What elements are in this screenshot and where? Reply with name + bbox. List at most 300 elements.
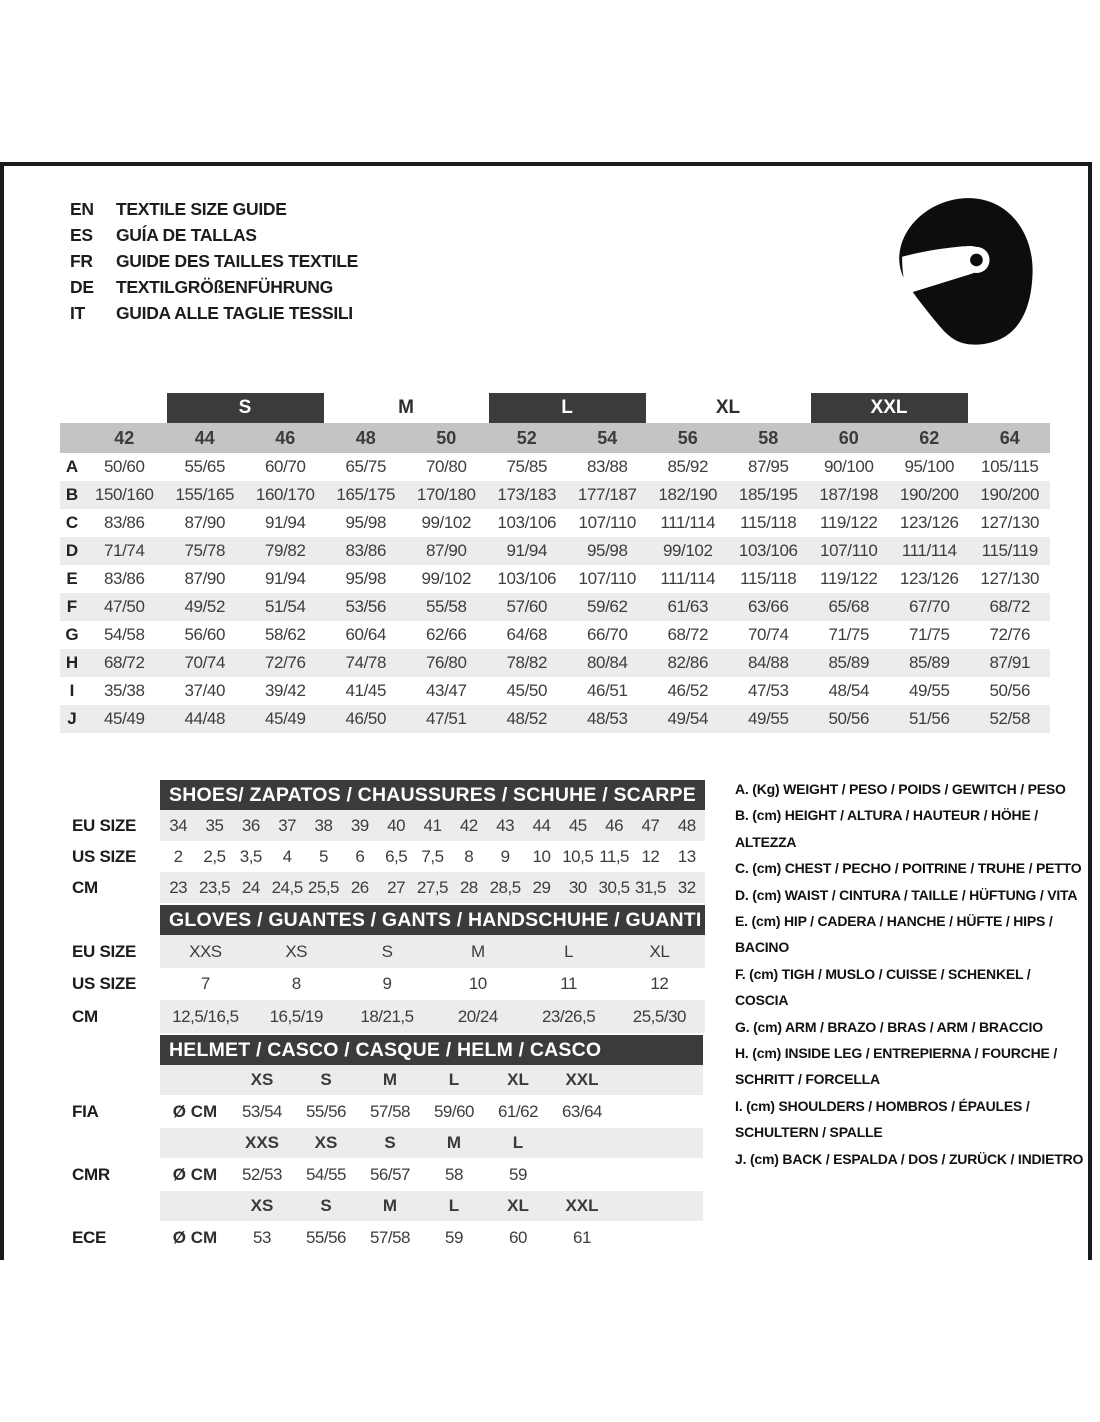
- size-band-cell: 48: [326, 423, 407, 453]
- table-cell: 70/74: [165, 649, 246, 677]
- language-code: IT: [70, 302, 85, 323]
- standard-label: FIA: [62, 1095, 160, 1128]
- size-band-cell: 50: [406, 423, 487, 453]
- size-band-cell: [160, 1191, 230, 1221]
- table-cell: 8: [291, 974, 301, 993]
- racing-helmet-icon: [884, 192, 1042, 350]
- shoes-table: [62, 780, 705, 903]
- table-cell: 49/55: [908, 681, 950, 700]
- table-cell: 55/56: [305, 1227, 347, 1247]
- table-cell: 53: [253, 1227, 271, 1247]
- gloves-table: [62, 905, 705, 1033]
- table-cell: 87/90: [184, 569, 226, 588]
- table-cell: 27: [378, 872, 414, 903]
- table-cell: 76/80: [406, 649, 487, 677]
- table-cell: 47/53: [747, 681, 789, 700]
- size-band-cell: 46: [245, 423, 326, 453]
- language-row: [70, 248, 358, 274]
- table-cell: 48/54: [828, 681, 870, 700]
- table-cell: 54/58: [103, 625, 145, 644]
- table-cell: 95/98: [345, 513, 387, 532]
- shoes-table-title: SHOES/ ZAPATOS / CHAUSSURES / SCHUHE / SCARPE: [160, 780, 705, 810]
- row-label: EU SIZE: [62, 810, 160, 841]
- legend-item: J. (cm) BACK / ESPALDA / DOS / ZURÜCK / INDIETRO: [735, 1150, 1084, 1167]
- table-cell: 10: [468, 974, 487, 993]
- size-band-cell: XXS: [230, 1128, 294, 1158]
- size-band-cell: 62: [889, 423, 970, 453]
- language-code: ES: [70, 224, 93, 245]
- table-cell: 95/98: [567, 537, 648, 565]
- table-cell: 36: [233, 810, 269, 841]
- table-cell: 61/62: [497, 1101, 539, 1121]
- table-cell: 83/86: [103, 569, 145, 588]
- row-letter: E: [66, 569, 78, 588]
- row-letter: F: [60, 593, 84, 621]
- table-cell: 115/118: [740, 569, 797, 588]
- table-cell: 25,5/30: [614, 1000, 705, 1033]
- size-band-cell: S: [358, 1128, 422, 1158]
- table-cell: 45/49: [84, 705, 165, 733]
- table-cell: 51/56: [889, 705, 970, 733]
- table-cell: 99/102: [421, 513, 472, 532]
- table-cell: 57/60: [487, 593, 568, 621]
- diameter-unit: Ø CM: [172, 1101, 218, 1121]
- table-cell: 115/118: [740, 513, 797, 532]
- table-cell: 61/63: [648, 593, 729, 621]
- size-group-xl: XL: [715, 397, 741, 418]
- table-cell: 68/72: [970, 593, 1051, 621]
- row-letter: G: [65, 625, 79, 644]
- table-cell: 24: [233, 872, 269, 903]
- table-cell: 87/91: [970, 649, 1051, 677]
- spacer: [614, 1158, 703, 1191]
- table-cell: 103/106: [728, 537, 809, 565]
- size-band-cell: 60: [809, 423, 890, 453]
- table-cell: 107/110: [578, 513, 636, 532]
- language-row: [70, 274, 358, 300]
- table-cell: 59: [445, 1227, 463, 1247]
- table-cell: 8: [464, 846, 474, 866]
- size-band-cell: L: [422, 1191, 486, 1221]
- language-title: GUIDA ALLE TAGLIE TESSILI: [116, 302, 353, 323]
- table-cell: 9: [382, 974, 392, 993]
- table-cell: 107/110: [578, 569, 636, 588]
- gloves-table-title: GLOVES / GUANTES / GANTS / HANDSCHUHE / GUANTI: [160, 905, 705, 935]
- table-cell: 91/94: [487, 537, 568, 565]
- table-cell: 49/52: [165, 593, 246, 621]
- legend-item: B. (cm) HEIGHT / ALTURA / HAUTEUR / HÖHE / ALTEZZA: [735, 807, 1038, 850]
- table-cell: 111/114: [660, 513, 716, 532]
- table-cell: 127/130: [980, 513, 1040, 532]
- table-cell: 23: [160, 872, 196, 903]
- table-cell: 60/64: [345, 625, 387, 644]
- language-title: GUÍA DE TALLAS: [116, 224, 257, 245]
- table-cell: 49/54: [648, 705, 729, 733]
- size-group-m: M: [398, 397, 414, 418]
- language-code: DE: [70, 276, 94, 297]
- table-cell: 42: [451, 810, 487, 841]
- table-cell: 66/70: [586, 625, 628, 644]
- table-cell: 111/114: [660, 569, 716, 588]
- table-cell: 31,5: [632, 872, 668, 903]
- table-cell: 46/52: [667, 681, 709, 700]
- table-cell: 105/115: [981, 457, 1039, 476]
- table-cell: 11,5: [599, 846, 630, 866]
- size-band-cell: XS: [230, 1065, 294, 1095]
- row-letter: D: [60, 537, 84, 565]
- table-cell: 190/200: [970, 481, 1051, 509]
- row-label: US SIZE: [62, 841, 160, 872]
- table-cell: 85/89: [889, 649, 970, 677]
- table-cell: 83/86: [326, 537, 407, 565]
- table-cell: 45/50: [506, 681, 548, 700]
- table-cell: 55/65: [184, 457, 226, 476]
- size-band-cell: 42: [84, 423, 165, 453]
- table-cell: 165/175: [326, 481, 407, 509]
- table-cell: 50/56: [809, 705, 890, 733]
- table-cell: 55/58: [406, 593, 487, 621]
- table-cell: 160/170: [245, 481, 326, 509]
- table-cell: 12,5/16,5: [160, 1000, 251, 1033]
- measurement-legend: [735, 776, 1087, 1172]
- table-cell: 2: [173, 846, 183, 866]
- table-cell: 91/94: [264, 513, 306, 532]
- table-cell: 83/88: [586, 457, 628, 476]
- language-row: [70, 196, 358, 222]
- table-cell: 46/51: [586, 681, 628, 700]
- table-cell: 41/45: [345, 681, 387, 700]
- legend-item: A. (Kg) WEIGHT / PESO / POIDS / GEWITCH / PESO: [735, 781, 1066, 797]
- table-cell: 18/21,5: [342, 1000, 433, 1033]
- language-title: GUIDE DES TAILLES TEXTILE: [116, 250, 359, 271]
- table-cell: 80/84: [567, 649, 648, 677]
- table-cell: 57/58: [369, 1101, 411, 1121]
- standard-label: ECE: [62, 1221, 160, 1254]
- table-cell: 54/55: [305, 1164, 347, 1184]
- table-cell: 28: [451, 872, 487, 903]
- table-cell: 3,5: [239, 846, 262, 866]
- table-cell: 48: [669, 810, 705, 841]
- table-cell: 52/53: [241, 1164, 283, 1184]
- table-cell: 87/90: [406, 537, 487, 565]
- table-cell: XL: [614, 935, 705, 968]
- size-band-cell: XL: [486, 1065, 550, 1095]
- table-cell: 170/180: [406, 481, 487, 509]
- table-cell: 56/60: [184, 625, 226, 644]
- table-cell: 123/126: [899, 569, 959, 588]
- size-band-cell: M: [358, 1191, 422, 1221]
- table-cell: 58: [445, 1164, 463, 1184]
- size-band-cell: [60, 423, 84, 453]
- size-band-cell: [160, 1128, 230, 1158]
- spacer: [62, 1128, 160, 1158]
- table-cell: 38: [305, 810, 341, 841]
- table-cell: 127/130: [980, 569, 1040, 588]
- table-cell: 53/56: [326, 593, 407, 621]
- table-cell: 85/92: [667, 457, 709, 476]
- spacer: [62, 780, 160, 810]
- table-cell: 10,5: [562, 846, 594, 866]
- table-cell: S: [342, 935, 433, 968]
- table-cell: L: [523, 935, 614, 968]
- row-label: US SIZE: [62, 968, 160, 1000]
- legend-item: I. (cm) SHOULDERS / HOMBROS / ÉPAULES / SCHULTERN / SPALLE: [735, 1097, 1030, 1141]
- table-cell: 35: [196, 810, 232, 841]
- table-cell: 119/122: [820, 513, 878, 532]
- table-cell: 75/78: [165, 537, 246, 565]
- row-letter: H: [60, 649, 84, 677]
- size-band-cell: L: [422, 1065, 486, 1095]
- row-letter: J: [60, 705, 84, 733]
- table-cell: 37: [269, 810, 305, 841]
- table-cell: 87/95: [747, 457, 789, 476]
- language-title: TEXTILE SIZE GUIDE: [116, 198, 287, 219]
- table-cell: 23,5: [196, 872, 232, 903]
- size-band-cell: M: [358, 1065, 422, 1095]
- spacer: [62, 1191, 160, 1221]
- table-cell: 107/110: [809, 537, 890, 565]
- size-band-cell: XS: [230, 1191, 294, 1221]
- table-cell: 84/88: [728, 649, 809, 677]
- legend-item: E. (cm) HIP / CADERA / HANCHE / HÜFTE / HIPS / BACINO: [735, 913, 1053, 956]
- table-cell: 63/66: [728, 593, 809, 621]
- spacer: [614, 1221, 703, 1254]
- table-cell: 50/56: [989, 681, 1031, 700]
- row-letter: B: [60, 481, 84, 509]
- language-code: FR: [70, 250, 93, 271]
- table-cell: 40: [378, 810, 414, 841]
- size-band-cell: 56: [648, 423, 729, 453]
- table-cell: 185/195: [728, 481, 809, 509]
- table-cell: 48/53: [567, 705, 648, 733]
- size-band-cell: XS: [294, 1128, 358, 1158]
- table-cell: 11: [560, 974, 577, 993]
- table-cell: 26: [342, 872, 378, 903]
- table-cell: 12: [641, 846, 660, 866]
- table-cell: 115/119: [970, 537, 1051, 565]
- table-cell: 43/47: [425, 681, 467, 700]
- table-cell: 2,5: [203, 846, 226, 866]
- table-cell: 49/55: [728, 705, 809, 733]
- spacer: [62, 905, 160, 935]
- language-header: [70, 196, 358, 326]
- textile-size-table: [60, 393, 1050, 733]
- legend-item: D. (cm) WAIST / CINTURA / TAILLE / HÜFTUNG / VITA: [735, 886, 1078, 903]
- table-cell: 43: [487, 810, 523, 841]
- table-cell: 71/75: [828, 625, 870, 644]
- table-cell: 39: [342, 810, 378, 841]
- table-cell: 44: [523, 810, 559, 841]
- spacer: [614, 1095, 703, 1128]
- size-band-cell: XXL: [550, 1191, 614, 1221]
- size-band-cell: 44: [165, 423, 246, 453]
- table-cell: 9: [500, 846, 510, 866]
- table-cell: 99/102: [648, 537, 729, 565]
- table-cell: 34: [160, 810, 196, 841]
- diameter-unit: Ø CM: [172, 1164, 218, 1184]
- row-letter: I: [69, 681, 75, 700]
- table-cell: 71/74: [84, 537, 165, 565]
- table-cell: 30,5: [596, 872, 632, 903]
- size-band-cell: L: [486, 1128, 550, 1158]
- table-cell: 37/40: [184, 681, 226, 700]
- table-cell: 25,5: [305, 872, 341, 903]
- table-cell: 39/42: [264, 681, 306, 700]
- table-cell: 182/190: [648, 481, 729, 509]
- legend-item: C. (cm) CHEST / PECHO / POITRINE / TRUHE / PETTO: [735, 860, 1082, 877]
- size-band-cell: S: [294, 1191, 358, 1221]
- table-cell: 62/66: [425, 625, 467, 644]
- table-cell: 29: [523, 872, 559, 903]
- row-label: CM: [62, 872, 160, 903]
- size-band-cell: 64: [970, 423, 1051, 453]
- table-cell: 47/51: [406, 705, 487, 733]
- table-cell: 123/126: [899, 513, 959, 532]
- language-row: [70, 300, 358, 326]
- table-cell: 103/106: [497, 569, 557, 588]
- table-cell: 24,5: [269, 872, 305, 903]
- size-group-l: L: [489, 393, 646, 423]
- legend-item: F. (cm) TIGH / MUSLO / CUISSE / SCHENKEL / COSCIA: [735, 965, 1031, 1009]
- size-band-cell: 58: [728, 423, 809, 453]
- table-cell: 87/90: [184, 513, 226, 532]
- table-cell: 190/200: [889, 481, 970, 509]
- table-cell: 53/54: [241, 1101, 283, 1121]
- legend-item: G. (cm) ARM / BRAZO / BRAS / ARM / BRACCIO: [735, 1018, 1043, 1035]
- table-cell: 57/58: [369, 1227, 411, 1247]
- table-cell: 60: [509, 1227, 527, 1247]
- table-cell: 30: [560, 872, 596, 903]
- table-cell: 55/56: [305, 1101, 347, 1121]
- diameter-unit: Ø CM: [172, 1227, 218, 1247]
- table-cell: 47: [632, 810, 668, 841]
- table-cell: [550, 1158, 614, 1191]
- helmet-table-title: HELMET / CASCO / CASQUE / HELM / CASCO: [160, 1035, 703, 1065]
- table-cell: 65/75: [345, 457, 387, 476]
- table-cell: 45/49: [245, 705, 326, 733]
- size-band-cell: S: [294, 1065, 358, 1095]
- table-cell: 79/82: [245, 537, 326, 565]
- legend-item: H. (cm) INSIDE LEG / ENTREPIERNA / FOURCHE / SCHRITT / FORCELLA: [735, 1045, 1058, 1088]
- table-cell: 83/86: [103, 513, 145, 532]
- table-cell: 70/74: [747, 625, 789, 644]
- table-cell: 91/94: [264, 569, 306, 588]
- table-cell: 50/60: [103, 457, 145, 476]
- table-cell: 46: [596, 810, 632, 841]
- row-letter: C: [65, 513, 79, 532]
- table-cell: 71/75: [908, 625, 950, 644]
- size-band-cell: [550, 1128, 614, 1158]
- table-cell: 99/102: [421, 569, 472, 588]
- table-cell: 32: [669, 872, 705, 903]
- table-cell: 85/89: [809, 649, 890, 677]
- language-row: [70, 222, 358, 248]
- row-letter: A: [65, 457, 79, 476]
- table-cell: 46/50: [326, 705, 407, 733]
- table-cell: 103/106: [497, 513, 557, 532]
- size-band-cell: XL: [486, 1191, 550, 1221]
- table-cell: XXS: [160, 935, 251, 968]
- table-cell: 28,5: [487, 872, 523, 903]
- table-cell: 23/26,5: [523, 1000, 614, 1033]
- table-cell: 7: [200, 974, 210, 993]
- table-cell: 45: [560, 810, 596, 841]
- table-cell: 20/24: [432, 1000, 523, 1033]
- standard-label: CMR: [62, 1158, 160, 1191]
- table-cell: 60/70: [264, 457, 306, 476]
- table-cell: 187/198: [809, 481, 890, 509]
- table-cell: 47/50: [84, 593, 165, 621]
- table-cell: 90/100: [823, 457, 874, 476]
- table-cell: 58/62: [264, 625, 306, 644]
- table-cell: 68/72: [667, 625, 709, 644]
- row-label: EU SIZE: [62, 935, 160, 968]
- row-label: CM: [62, 1000, 160, 1033]
- table-cell: 51/54: [245, 593, 326, 621]
- table-cell: 48/52: [487, 705, 568, 733]
- size-band-cell: M: [422, 1128, 486, 1158]
- table-cell: 27,5: [414, 872, 450, 903]
- table-cell: 61: [573, 1227, 591, 1247]
- table-cell: 95/98: [345, 569, 387, 588]
- table-cell: 5: [318, 846, 328, 866]
- table-cell: 75/85: [506, 457, 548, 476]
- language-title: TEXTILGRÖßENFÜHRUNG: [116, 276, 333, 297]
- table-cell: 95/100: [904, 457, 955, 476]
- table-cell: 10: [532, 846, 551, 866]
- size-band-cell: XXL: [550, 1065, 614, 1095]
- size-band-cell: [614, 1128, 703, 1158]
- spacer: [62, 1065, 160, 1095]
- table-cell: XS: [251, 935, 342, 968]
- table-cell: 59/62: [567, 593, 648, 621]
- table-cell: 7,5: [421, 846, 444, 866]
- table-cell: 70/80: [425, 457, 467, 476]
- table-cell: 82/86: [648, 649, 729, 677]
- table-cell: 72/76: [245, 649, 326, 677]
- table-cell: 64/68: [506, 625, 548, 644]
- spacer: [62, 1035, 160, 1065]
- table-cell: 44/48: [165, 705, 246, 733]
- table-cell: 173/183: [487, 481, 568, 509]
- table-cell: 6: [355, 846, 365, 866]
- language-code: EN: [70, 198, 94, 219]
- size-group-xxl: XXL: [811, 393, 968, 423]
- table-cell: 13: [677, 846, 696, 866]
- table-cell: 119/122: [820, 569, 878, 588]
- table-cell: 111/114: [889, 537, 970, 565]
- size-group-s: S: [167, 393, 324, 423]
- table-cell: M: [432, 935, 523, 968]
- table-cell: 68/72: [84, 649, 165, 677]
- table-cell: 16,5/19: [251, 1000, 342, 1033]
- size-band-cell: 54: [567, 423, 648, 453]
- table-cell: 12: [650, 974, 669, 993]
- table-cell: 6,5: [385, 846, 408, 866]
- table-cell: 177/187: [567, 481, 648, 509]
- table-cell: 4: [282, 846, 292, 866]
- table-cell: 155/165: [165, 481, 246, 509]
- table-cell: 65/68: [809, 593, 890, 621]
- table-cell: 150/160: [84, 481, 165, 509]
- table-cell: 52/58: [970, 705, 1051, 733]
- table-cell: 59/60: [433, 1101, 475, 1121]
- table-cell: 67/70: [889, 593, 970, 621]
- table-cell: 74/78: [326, 649, 407, 677]
- table-cell: 78/82: [487, 649, 568, 677]
- table-cell: 41: [414, 810, 450, 841]
- table-cell: 59: [509, 1164, 527, 1184]
